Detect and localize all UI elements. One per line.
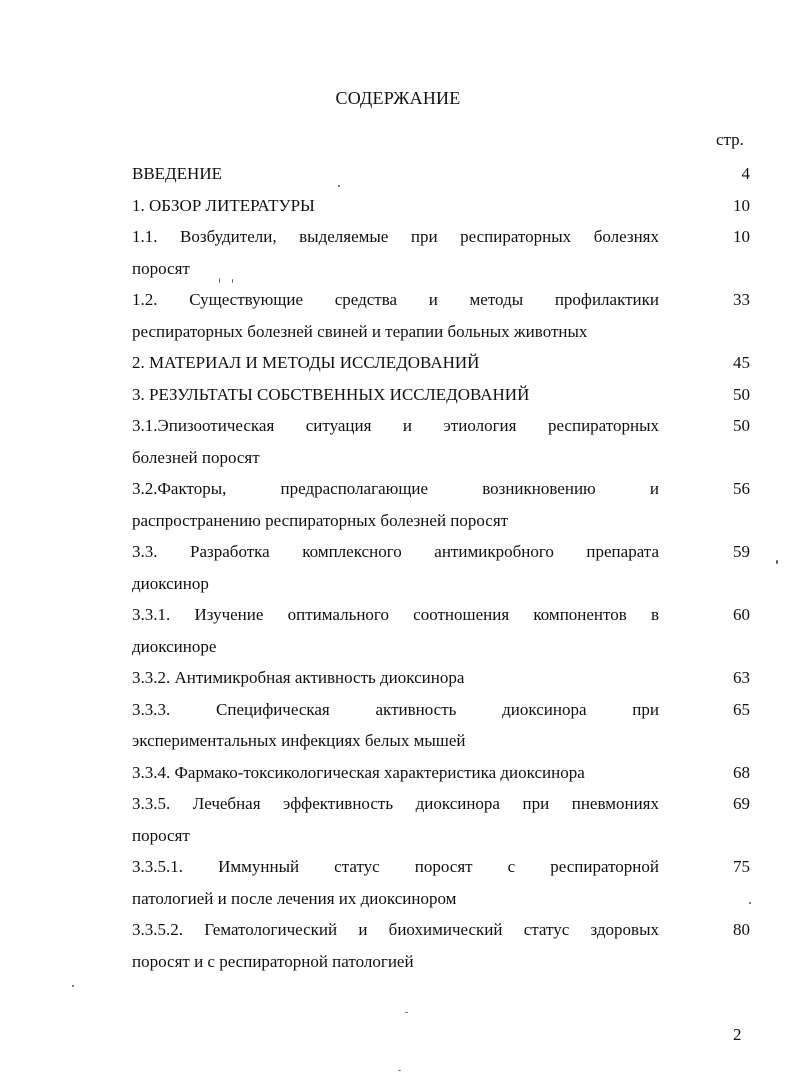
toc-entry-line: 1. ОБЗОР ЛИТЕРАТУРЫ xyxy=(132,195,315,215)
toc-entry-line: распространению респираторных болезней поросят xyxy=(132,510,509,530)
scan-speck xyxy=(219,278,220,283)
toc-entry-text xyxy=(132,473,659,536)
page-title: СОДЕРЖАНИЕ xyxy=(335,88,461,108)
toc-entry-page: 59 xyxy=(733,542,750,561)
toc-entry-text xyxy=(132,347,659,379)
toc-entry-line: 3.3.1. Изучение оптимального соотношения компонентов в xyxy=(132,605,659,624)
toc-entry-text xyxy=(132,757,659,789)
toc-entry-line: поросят xyxy=(132,825,190,845)
toc-entry-page: 33 xyxy=(733,290,750,309)
toc-entry-text xyxy=(132,190,659,222)
toc-entry-line: 3.3.5.1. Иммунный статус поросят с респираторной xyxy=(132,857,659,876)
toc-entry xyxy=(132,788,750,851)
toc-entry-text xyxy=(132,158,659,190)
toc-entry-line: диоксиноре xyxy=(132,636,217,656)
toc-entry-page: 10 xyxy=(733,227,750,246)
toc-entry-line: 3.1.Эпизоотическая ситуация и этиология респираторных xyxy=(132,416,659,435)
toc-entry xyxy=(132,379,750,411)
scan-speck xyxy=(398,1070,401,1071)
toc-entry xyxy=(132,190,750,222)
toc-entry xyxy=(132,347,750,379)
toc-entry xyxy=(132,158,750,190)
page-number: 2 xyxy=(733,1025,742,1044)
scan-speck xyxy=(338,185,340,187)
toc-entry-line: 3.3.5.2. Гематологический и биохимический статус здоровых xyxy=(132,920,659,939)
scan-speck xyxy=(405,1012,408,1013)
toc-entry xyxy=(132,599,750,662)
scan-speck xyxy=(776,560,778,564)
scan-speck xyxy=(72,985,74,987)
scan-speck xyxy=(749,902,751,904)
toc-entry-line: болезней поросят xyxy=(132,447,260,467)
toc-entry-text xyxy=(132,410,659,473)
toc-entry xyxy=(132,851,750,914)
toc-entry xyxy=(132,221,750,284)
toc-entry-page: 10 xyxy=(733,195,750,215)
toc-entry-line: 3.3.2. Антимикробная активность диоксинора xyxy=(132,668,465,687)
toc-entry xyxy=(132,284,750,347)
toc-entry-line: 3.2.Факторы, предрасполагающие возникновению и xyxy=(132,479,659,498)
toc-entry-text xyxy=(132,694,659,757)
toc-entry-line: 3.3.5. Лечебная эффективность диоксинора при пневмониях xyxy=(132,794,659,813)
toc-entry-text xyxy=(132,284,659,347)
toc-entry-line: 3. РЕЗУЛЬТАТЫ СОБСТВЕННЫХ ИССЛЕДОВАНИЙ xyxy=(132,384,530,404)
pages-column-label: стр. xyxy=(716,130,744,149)
toc-entry-line: 1.2. Существующие средства и методы профилактики xyxy=(132,290,659,309)
toc-entry-page: 60 xyxy=(733,605,750,624)
toc-entry-page: 4 xyxy=(741,164,750,183)
toc-entry-line: патологией и после лечения их диоксинором xyxy=(132,888,457,908)
toc-entry xyxy=(132,914,750,977)
scan-speck xyxy=(232,279,233,283)
toc-entry xyxy=(132,757,750,789)
toc-entry-page: 69 xyxy=(733,794,750,813)
toc-entry-text xyxy=(132,221,659,284)
toc-entry-page: 63 xyxy=(733,668,750,687)
toc-entry-page: 68 xyxy=(733,762,750,782)
toc-entry-line: ВВЕДЕНИЕ xyxy=(132,164,222,183)
toc-entry xyxy=(132,662,750,694)
toc-entry-line: экспериментальных инфекциях белых мышей xyxy=(132,731,466,750)
toc-entry-line: 1.1. Возбудители, выделяемые при респираторных болезнях xyxy=(132,227,659,246)
toc-entry-page: 56 xyxy=(733,479,750,498)
toc-entry-line: поросят и с респираторной патологией xyxy=(132,951,414,971)
toc-entry-line: 3.3. Разработка комплексного антимикробного препарата xyxy=(132,542,659,561)
toc-entry-line: 3.3.4. Фармако-токсикологическая характеристика диоксинора xyxy=(132,762,585,782)
toc-entry-page: 75 xyxy=(733,857,750,876)
toc-entry xyxy=(132,473,750,536)
toc-entry xyxy=(132,536,750,599)
toc-entry-line: поросят xyxy=(132,258,190,278)
toc-entry-text xyxy=(132,851,659,914)
toc-entry-text xyxy=(132,379,659,411)
toc-entry-text xyxy=(132,914,659,977)
toc-entry xyxy=(132,410,750,473)
toc-entry-page: 50 xyxy=(733,416,750,435)
table-of-contents xyxy=(132,158,750,977)
toc-entry-page: 45 xyxy=(733,353,750,372)
toc-entry-page: 65 xyxy=(733,699,750,719)
toc-entry-text xyxy=(132,788,659,851)
toc-entry-page: 80 xyxy=(733,920,750,939)
toc-entry-page: 50 xyxy=(733,384,750,404)
toc-entry-text xyxy=(132,536,659,599)
toc-entry-text xyxy=(132,662,659,694)
toc-entry-text xyxy=(132,599,659,662)
toc-entry-line: респираторных болезней свиней и терапии больных животных xyxy=(132,321,588,341)
toc-entry-line: 2. МАТЕРИАЛ И МЕТОДЫ ИССЛЕДОВАНИЙ xyxy=(132,353,480,372)
toc-entry xyxy=(132,694,750,757)
toc-entry-line: 3.3.3. Специфическая активность диоксинора при xyxy=(132,699,659,719)
toc-entry-line: диоксинор xyxy=(132,573,209,593)
